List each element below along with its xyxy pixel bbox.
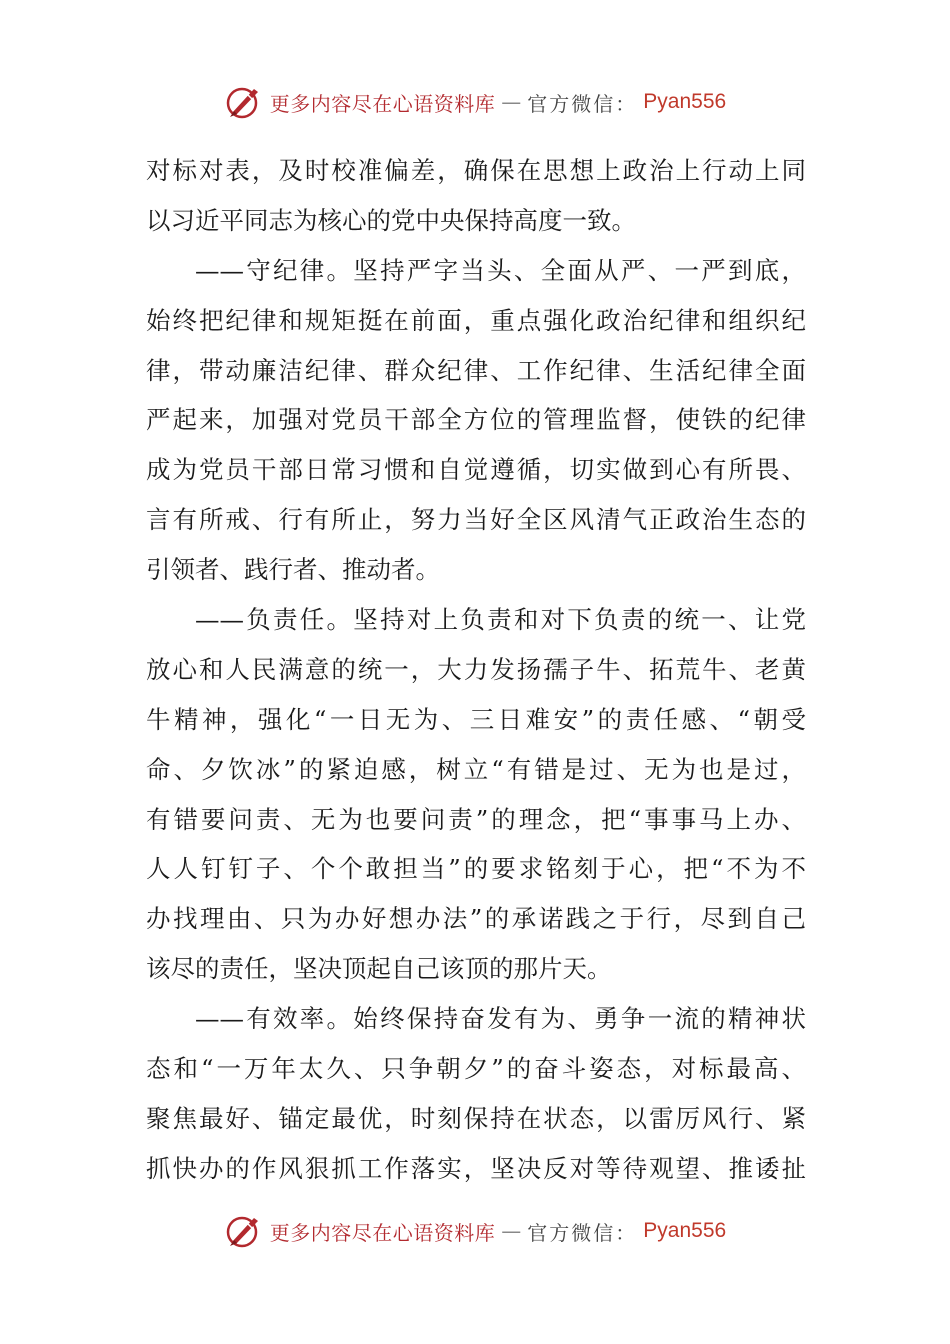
text-line: 办找理由、只为办好想办法”的承诺践之于行，尽到自己: [146, 904, 806, 934]
text-line: 有错要问责、无为也要问责”的理念，把“事事马上办、: [146, 804, 806, 834]
banner-wechat-id: Pyan556: [643, 1219, 727, 1242]
text-line: ——负责任。坚持对上负责和对下负责的统一、让党: [195, 605, 806, 635]
text-line: 人人钉钉子、个个敢担当”的要求铭刻于心，把“不为不: [146, 854, 806, 884]
banner-wechat-id: Pyan556: [643, 90, 727, 113]
banner-wechat-label: 官方微信：: [527, 1220, 638, 1245]
text-line: 命、夕饮冰”的紧迫感，树立“有错是过、无为也是过，: [146, 754, 806, 784]
body-text: [146, 146, 806, 1194]
text-line: ——守纪律。坚持严字当头、全面从严、一严到底，: [195, 255, 806, 285]
banner-separator: —: [501, 1219, 522, 1243]
header-banner: [0, 80, 950, 124]
text-line: 牛精神，强化“一日无为、三日难安”的责任感、“朝受: [146, 704, 806, 734]
text-line: 该尽的责任，坚决顶起自己该顶的那片天。: [146, 954, 612, 984]
text-line: ——有效率。始终保持奋发有为、勇争一流的精神状: [195, 1004, 806, 1034]
text-line: 言有所戒、行有所止，努力当好全区风清气正政治生态的: [146, 505, 806, 535]
banner-site-text: 更多内容尽在心语资料库: [269, 91, 496, 116]
text-line: 以习近平同志为核心的党中央保持高度一致。: [146, 205, 636, 235]
text-line: 律，带动廉洁纪律、群众纪律、工作纪律、生活纪律全面: [146, 355, 806, 385]
banner-site-text: 更多内容尽在心语资料库: [269, 1220, 496, 1245]
text-line: 始终把纪律和规矩挺在前面，重点强化政治纪律和组织纪: [146, 305, 806, 335]
text-line: 态和“一万年太久、只争朝夕”的奋斗姿态，对标最高、: [146, 1054, 806, 1084]
footer-banner: [0, 1209, 950, 1253]
text-line: 放心和人民满意的统一，大力发扬孺子牛、拓荒牛、老黄: [146, 654, 806, 684]
quill-logo-icon: [224, 1212, 264, 1250]
text-line: 严起来，加强对党员干部全方位的管理监督，使铁的纪律: [146, 405, 806, 435]
banner-wechat-label: 官方微信：: [527, 91, 638, 116]
quill-logo-icon: [224, 83, 264, 121]
text-line: 成为党员干部日常习惯和自觉遵循，切实做到心有所畏、: [146, 455, 806, 485]
text-line: 对标对表，及时校准偏差，确保在思想上政治上行动上同: [146, 156, 806, 185]
banner-separator: —: [501, 90, 522, 114]
text-line: 抓快办的作风狠抓工作落实，坚决反对等待观望、推诿扯: [146, 1153, 806, 1183]
text-line: 引领者、践行者、推动者。: [146, 555, 440, 585]
text-line: 聚焦最好、锚定最优，时刻保持在状态，以雷厉风行、紧: [146, 1103, 806, 1133]
